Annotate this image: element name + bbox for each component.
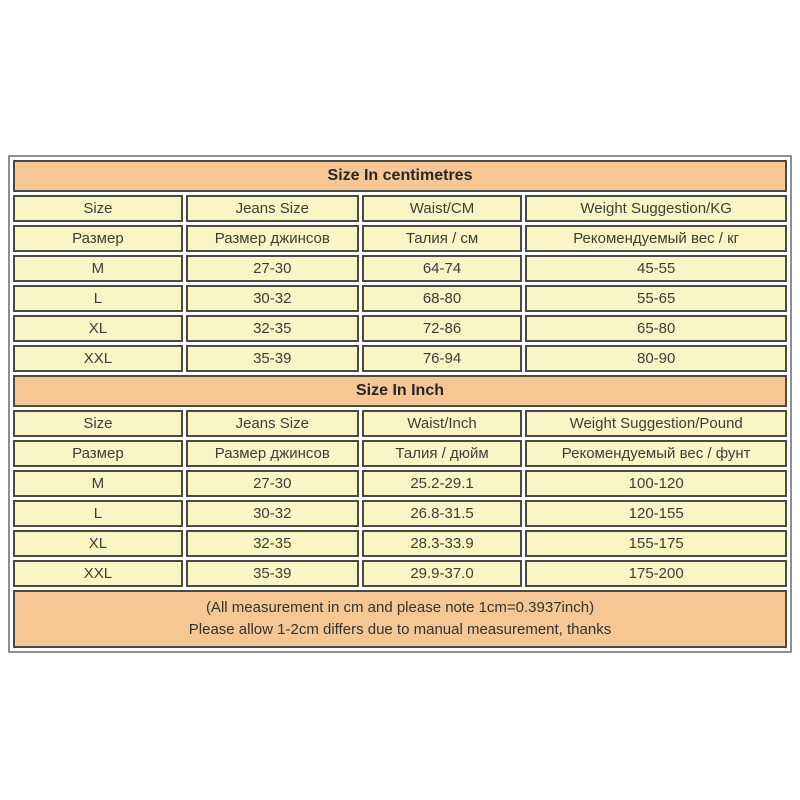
section-title-row-inch xyxy=(13,375,787,407)
table-cell: 120-155 xyxy=(525,500,787,527)
table-cell: 32-35 xyxy=(186,315,359,342)
table-row xyxy=(13,470,787,497)
column-header-ru: Рекомендуемый вес / фунт xyxy=(525,440,787,467)
section-title-row-cm xyxy=(13,160,787,192)
table-cell: M xyxy=(13,470,183,497)
table-cell: L xyxy=(13,500,183,527)
column-header: Waist/Inch xyxy=(362,410,523,437)
table-cell: 155-175 xyxy=(525,530,787,557)
footer-note xyxy=(13,590,787,648)
table-cell: 35-39 xyxy=(186,560,359,587)
column-header-row-ru xyxy=(13,440,787,467)
table-row xyxy=(13,560,787,587)
column-header-ru: Размер джинсов xyxy=(186,225,359,252)
table-cell: XL xyxy=(13,315,183,342)
footer-line-1: (All measurement in cm and please note 1cm=0.3937inch) xyxy=(205,599,595,616)
column-header-row-en xyxy=(13,410,787,437)
table-cell: 35-39 xyxy=(186,345,359,372)
column-header: Weight Suggestion/KG xyxy=(525,195,787,222)
table-cell: XXL xyxy=(13,560,183,587)
footer-line-2: Please allow 1-2cm differs due to manual measurement, thanks xyxy=(188,621,612,638)
column-header: Size xyxy=(13,410,183,437)
table-cell: 72-86 xyxy=(362,315,523,342)
table-row xyxy=(13,255,787,282)
table-cell: 28.3-33.9 xyxy=(362,530,523,557)
footer-row xyxy=(13,590,787,648)
table-cell: 64-74 xyxy=(362,255,523,282)
column-header-row-ru xyxy=(13,225,787,252)
column-header: Weight Suggestion/Pound xyxy=(525,410,787,437)
table-cell: 100-120 xyxy=(525,470,787,497)
column-header: Waist/CM xyxy=(362,195,523,222)
table-row xyxy=(13,530,787,557)
column-header: Jeans Size xyxy=(186,195,359,222)
column-header-row-en xyxy=(13,195,787,222)
table-cell: 25.2-29.1 xyxy=(362,470,523,497)
table-row xyxy=(13,315,787,342)
table-cell: 80-90 xyxy=(525,345,787,372)
table-cell: 55-65 xyxy=(525,285,787,312)
table-cell: M xyxy=(13,255,183,282)
table-row xyxy=(13,500,787,527)
table-cell: 26.8-31.5 xyxy=(362,500,523,527)
table-row xyxy=(13,345,787,372)
column-header-ru: Размер xyxy=(13,225,183,252)
table-cell: L xyxy=(13,285,183,312)
column-header-ru: Рекомендуемый вес / кг xyxy=(525,225,787,252)
table-cell: XXL xyxy=(13,345,183,372)
table-cell: XL xyxy=(13,530,183,557)
column-header: Jeans Size xyxy=(186,410,359,437)
table-cell: 68-80 xyxy=(362,285,523,312)
table-cell: 29.9-37.0 xyxy=(362,560,523,587)
table-cell: 27-30 xyxy=(186,255,359,282)
table-cell: 27-30 xyxy=(186,470,359,497)
section-title-inch: Size In Inch xyxy=(13,375,787,407)
column-header-ru: Размер xyxy=(13,440,183,467)
column-header: Size xyxy=(13,195,183,222)
table-cell: 175-200 xyxy=(525,560,787,587)
table-cell: 65-80 xyxy=(525,315,787,342)
section-title-cm: Size In centimetres xyxy=(13,160,787,192)
column-header-ru: Талия / дюйм xyxy=(362,440,523,467)
table-cell: 30-32 xyxy=(186,285,359,312)
table-row xyxy=(13,285,787,312)
column-header-ru: Талия / см xyxy=(362,225,523,252)
column-header-ru: Размер джинсов xyxy=(186,440,359,467)
table-cell: 30-32 xyxy=(186,500,359,527)
table-cell: 32-35 xyxy=(186,530,359,557)
table-cell: 45-55 xyxy=(525,255,787,282)
size-chart-table xyxy=(8,155,792,653)
table-cell: 76-94 xyxy=(362,345,523,372)
